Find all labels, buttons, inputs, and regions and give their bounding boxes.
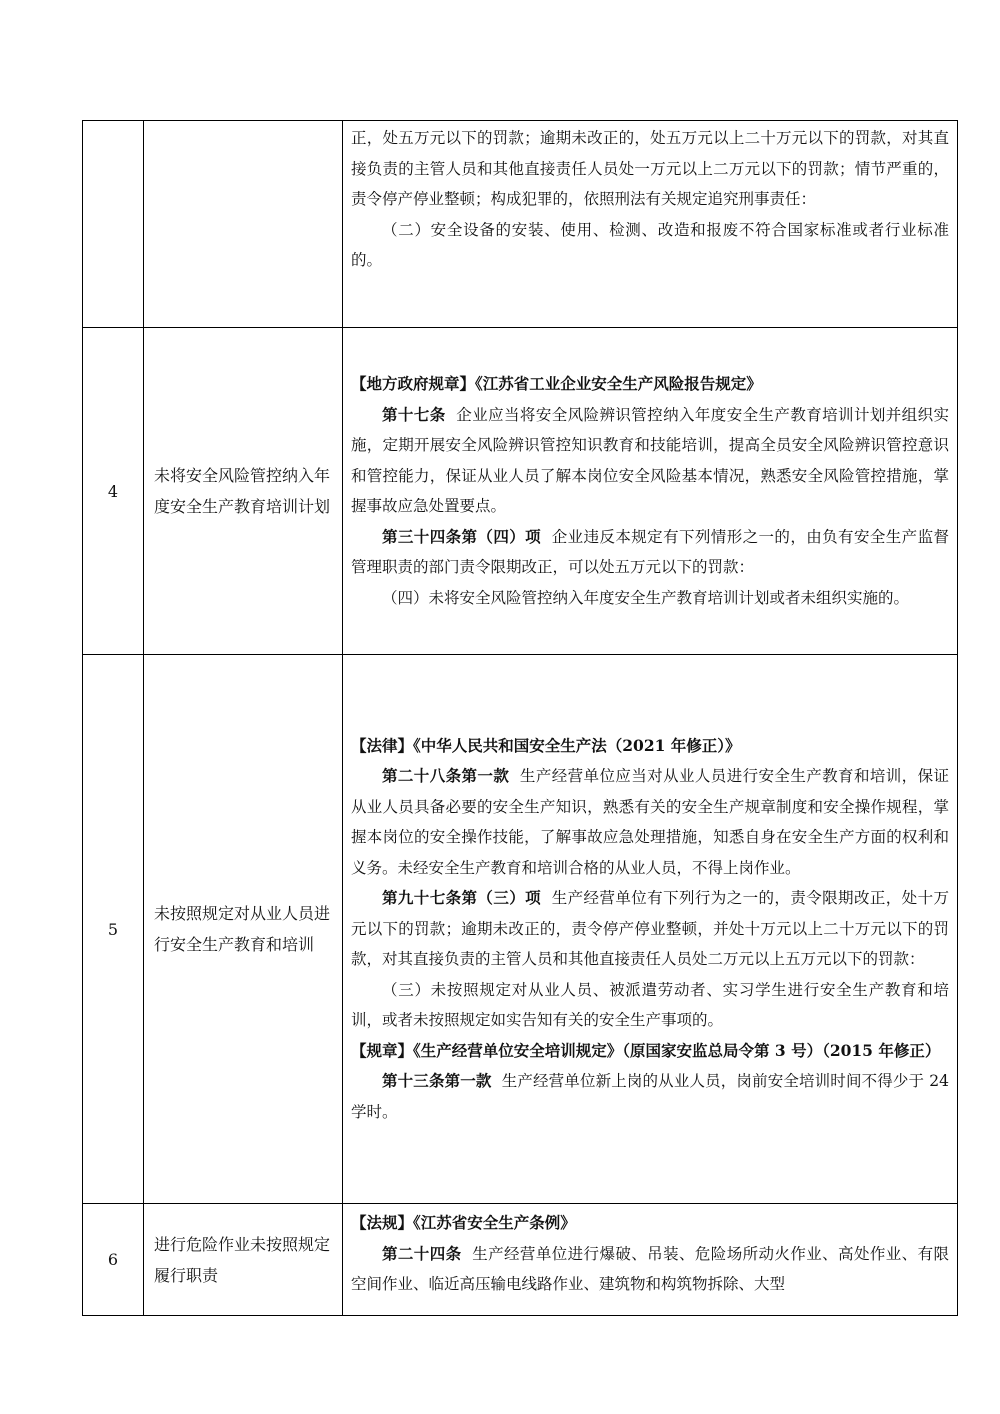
basis-clause: （三）未按照规定对从业人员、被派遣劳动者、实习学生进行安全生产教育和培训，或者未按照规定如实告知有关的安全生产事项的。 <box>351 980 949 1030</box>
article-heading: 第十三条第一款 <box>382 1071 492 1091</box>
article-text: 企业违反本规定有下列情形之一的，由负有安全生产监督管理职责的部门责令限期改正，可以处五万元以下的罚款： <box>351 527 949 576</box>
table-row <box>83 655 958 1204</box>
violation-item: 未按照规定对从业人员进行安全生产教育和培训 <box>144 655 343 1204</box>
table-row <box>83 121 958 328</box>
legal-basis <box>343 655 958 1204</box>
article-text: 生产经营单位进行爆破、吊装、危险场所动火作业、高处作业、有限空间作业、临近高压输电线路作业、建筑物和构筑物拆除、大型 <box>351 1244 949 1293</box>
article <box>351 1066 949 1127</box>
source-title: 【规章】《生产经营单位安全培训规定》（原国家安监总局令第 3 号）（2015 年修正） <box>351 1040 941 1060</box>
article-heading: 第十七条 <box>382 404 446 424</box>
legal-basis <box>343 121 958 328</box>
legal-basis <box>343 1204 958 1316</box>
row-number: 6 <box>83 1204 144 1316</box>
source-title: 【法规】《江苏省安全生产条例》 <box>351 1213 576 1232</box>
row-number: 4 <box>83 328 144 655</box>
row-number: 5 <box>83 655 144 1204</box>
article-heading: 第三十四条第（四）项 <box>382 526 542 546</box>
basis-clause: （四）未将安全风险管控纳入年度安全生产教育培训计划或者未组织实施的。 <box>382 588 910 607</box>
table-row <box>83 1204 958 1316</box>
article-heading: 第九十七条第（三）项 <box>382 888 542 908</box>
source-title: 【地方政府规章】《江苏省工业企业安全生产风险报告规定》 <box>351 374 762 393</box>
row-number <box>83 121 144 328</box>
article-text: 生产经营单位应当对从业人员进行安全生产教育和培训，保证从业人员具备必要的安全生产知识，熟悉有关的安全生产规章制度和安全操作规程，掌握本岗位的安全操作技能，了解事故应急处理措施，知悉自身在安全生产方面的权利和义务。未经安全生产教育和培训合格的从业人员，不得上岗作业。 <box>351 767 949 877</box>
article <box>351 400 949 522</box>
article-text: 生产经营单位新上岗的从业人员，岗前安全培训时间不得少于 24 学时。 <box>351 1072 949 1121</box>
article-text: 生产经营单位有下列行为之一的，责令限期改正，处十万元以下的罚款；逾期未改正的，责令停产停业整顿，并处十万元以上二十万元以下的罚款，对其直接负责的主管人员和其他直接责任人员处二万元以上五万元以下的罚款： <box>351 889 949 969</box>
article <box>351 522 949 583</box>
basis-clause: （二）安全设备的安装、使用、检测、改造和报废不符合国家标准或者行业标准的。 <box>351 220 949 269</box>
article-heading: 第二十四条 <box>382 1243 462 1263</box>
article <box>351 1239 949 1300</box>
article <box>351 761 949 883</box>
article <box>351 883 949 975</box>
article-text: 企业应当将安全风险辨识管控纳入年度安全生产教育培训计划并组织实施，定期开展安全风险辨识管控知识教育和技能培训，提高全员安全风险辨识管控意识和管控能力，保证从业人员了解本岗位安全风险基本情况，熟悉安全风险管控措施，掌握事故应急处置要点。 <box>351 405 949 515</box>
article-heading: 第二十八条第一款 <box>382 766 510 786</box>
table-row <box>83 328 958 655</box>
violation-item: 进行危险作业未按照规定履行职责 <box>144 1204 343 1316</box>
regulation-table <box>82 120 958 1316</box>
legal-basis <box>343 328 958 655</box>
violation-item <box>144 121 343 328</box>
basis-paragraph: 正，处五万元以下的罚款；逾期未改正的，处五万元以上二十万元以下的罚款，对其直接负责的主管人员和其他直接责任人员处一万元以上二万元以下的罚款；情节严重的，责令停产停业整顿；构成犯罪的，依照刑法有关规定追究刑事责任： <box>351 129 949 208</box>
violation-item: 未将安全风险管控纳入年度安全生产教育培训计划 <box>144 328 343 655</box>
source-title: 【法律】《中华人民共和国安全生产法（2021 年修正）》 <box>351 735 741 755</box>
